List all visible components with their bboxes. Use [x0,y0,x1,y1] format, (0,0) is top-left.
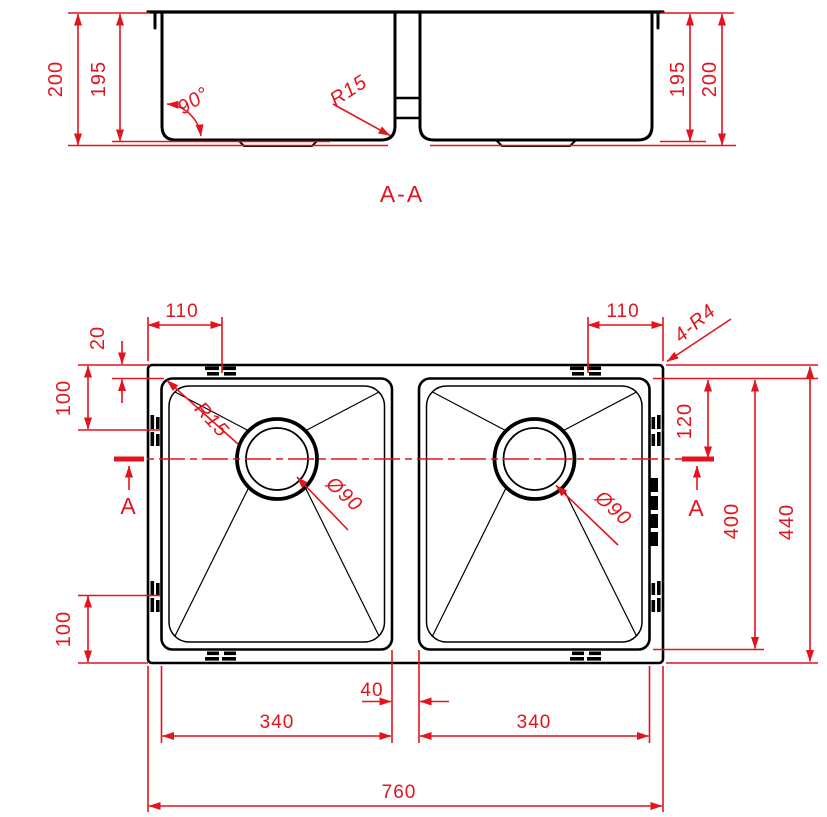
section-marker-right: A [688,495,706,521]
dim-rim-inset: 20 [87,325,109,351]
section-view-outline [148,12,663,146]
dim-left-clip-bottom: 100 [53,610,75,648]
note-drain-right: Ø90 [590,486,636,531]
dim-overall-depth: 440 [776,503,798,541]
note-outer-corner-radius: 4-R4 [669,299,721,348]
dim-depth-left-inner: 195 [88,60,110,98]
dim-divider-width: 40 [360,680,384,701]
note-bottom-radius: R15 [326,70,372,112]
section-view-label: A-A [379,181,425,207]
dim-left-clip-top: 100 [53,379,75,417]
dim-bowl-width-right: 340 [516,712,552,733]
section-view-dimensions [45,13,736,207]
note-bowl-corner-radius: R15 [189,397,233,442]
dim-top-left-clip: 110 [165,301,199,322]
dim-bowl-width-left: 340 [259,712,295,733]
plan-view-dimensions [53,300,818,812]
note-wall-angle: 90° [173,82,214,120]
dim-depth-right-inner: 195 [667,60,689,98]
dim-depth-left-outer: 200 [45,60,67,98]
dim-overall-width: 760 [381,782,417,803]
dim-center-from-top: 120 [674,402,696,440]
dim-bowl-depth: 400 [721,502,743,540]
bowl-fold-lines [175,392,637,636]
dim-depth-right-outer: 200 [699,60,721,98]
section-marker-left: A [120,493,138,519]
note-drain-left: Ø90 [321,472,367,517]
dim-top-right-clip: 110 [606,301,640,322]
